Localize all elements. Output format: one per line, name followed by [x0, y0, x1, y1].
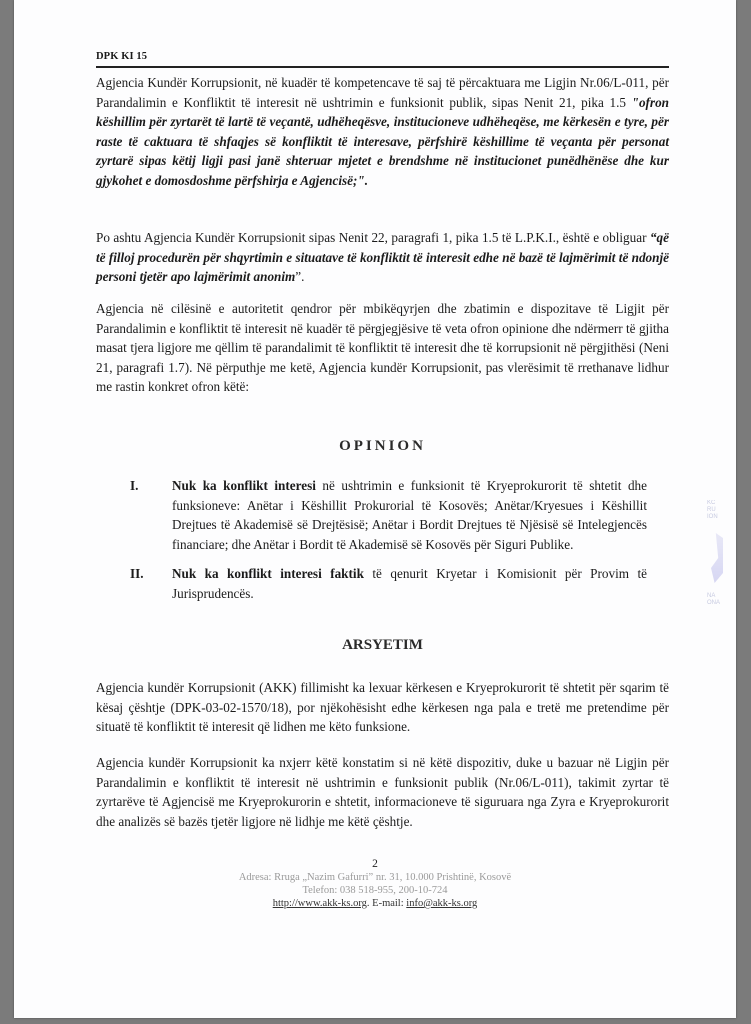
item-finding: Nuk ka konflikt interesi — [172, 478, 316, 493]
item-text: në ushtrimin e funksionit të Kryeprokurorit të shtetit dhe funksioneve: Anëtar i Këshillit Prokurorial të Kosovës; Anëtar/Kryesues i Këshillit Drejtues të Akademisë së Drejtësisë; Anëtar i Bordit Drejtues të Njësisë së Intelegjencës financiare; dhe Anëtar i Bordit të Akademisë së Kosovës për Siguri Publike. — [172, 478, 648, 552]
item-number: II. — [130, 566, 144, 582]
stamp-fragment — [707, 500, 729, 630]
website-link[interactable]: http://www.akk-ks.org — [272, 898, 367, 909]
stamp-text: ONA — [707, 600, 721, 606]
document-code: DPK KI 15 — [96, 51, 148, 62]
law-quote: “që të filloj procedurën për shqyrtimin e situatave të konfliktit të interesit edhe në bazë të lajmërimit të ndonjë personi tjetër apo lajmërimit anonim — [96, 230, 669, 285]
signature-mark-icon — [711, 533, 723, 583]
paragraph-basis: Agjencia kundër Korrupsionit ka nxjerr këtë konstatim si në këtë dispozitiv, duke u bazuar në Ligjin për Parandalimin e konfliktit të interesit në ushtrimin e funksionit publik (Nr.06/L-011), takimit zyrtar të zyrtarëve të Agjencisë me Kryeprokurorin e shtetit, informacioneve të siguruara nga Zyra e Kryeprokurorit dhe analizës së bazës tjetër ligjore në lidhje me këtë çështje. — [96, 755, 669, 829]
footer-phone: Telefon: 038 518-955, 200-10-724 — [302, 885, 448, 896]
link-separator: . — [366, 898, 373, 909]
email-label: E-mail: — [372, 898, 407, 909]
reasoning-heading: ARSYETIM — [342, 637, 423, 653]
paragraph-obligation — [96, 228, 669, 287]
stamp-text: NA — [707, 593, 716, 599]
stamp-text: RU — [707, 507, 716, 513]
email-link[interactable]: info@akk-ks.org — [406, 898, 478, 909]
document-page — [14, 0, 736, 1018]
opinion-list — [130, 476, 647, 604]
paragraph-text: ”. — [295, 269, 305, 285]
stamp-text: ION — [707, 514, 718, 520]
opinion-heading: OPINION — [339, 438, 426, 454]
footer-links — [14, 897, 736, 910]
document-body — [96, 73, 669, 829]
item-text: të qenurit Kryetar i Komisionit për Provim të Jurisprudencës. — [172, 566, 647, 601]
law-quote: "ofron këshillim për zyrtarët të lartë të veçantë, udhëheqësve, institucioneve udhëheqëse, me kërkesën e tyre, për raste të caktuara të shfaqjes së konfliktit të interesave, përfshirë këshillime të veçanta për personat zyrtarë sipas këtij ligji pasi janë shteruar mjetet e brendshme në institucionet punëdhënëse dhe kur gjykohet e domosdoshme përfshirja e Agjencisë;". — [96, 94, 669, 188]
page-number: 2 — [372, 858, 378, 870]
paragraph-request: Agjencia kundër Korrupsionit (AKK) fillimisht ka lexuar kërkesen e Kryeprokurorit të shtetit për sqarim të kësaj çështje (DPK-03-02-1570/18), por njëkohësisht edhe kërkesen nga pala e tretë me pretendime për situatë të konfliktit të interesit që lidhen me këto funksione. — [96, 680, 669, 735]
opinion-item — [130, 476, 647, 554]
paragraph-text: Po ashtu Agjencia Kundër Korrupsionit sipas Nenit 22, paragrafi 1, pika 1.5 të L.P.K.I., është e obliguar — [96, 230, 650, 245]
item-finding: Nuk ka konflikt interesi faktik — [172, 566, 364, 582]
paragraph-competence — [96, 73, 669, 191]
page-footer — [14, 858, 736, 910]
item-number: I. — [130, 478, 139, 493]
paragraph-authority: Agjencia në cilësinë e autoritetit qendror për mbikëqyrjen dhe zbatimin e dispozitave të Ligjit për Parandalimin e konfliktit të interesit në kuadër të përgjegjësive të veta ofron opinione dhe ndërmerr të gjitha masat tjera ligjore me qëllim të parandalimit të konfliktit të interesit dhe të korrupsionit në përgjithësi (Neni 21, paragrafi 1.7). Në përputhje me ketë, Agjencia kundër Korrupsionit, pas vlerësimit të rrethanave lidhur me rastin konkret ofron këtë: — [96, 301, 669, 395]
stamp-text: KC — [707, 500, 716, 506]
header-divider — [96, 66, 669, 68]
paragraph-text: Agjencia Kundër Korrupsionit, në kuadër të kompetencave të saj të përcaktuara me Ligjin Nr.06/L-011, për Parandalimin e Konfliktit të interesit në ushtrimin e funksionit publik, sipas Nenit 21, pika 1.5 — [96, 75, 669, 110]
opinion-item — [130, 564, 647, 603]
footer-address: Adresa: Rruga „Nazim Gafurri” nr. 31, 10.000 Prishtinë, Kosovë — [238, 872, 512, 883]
